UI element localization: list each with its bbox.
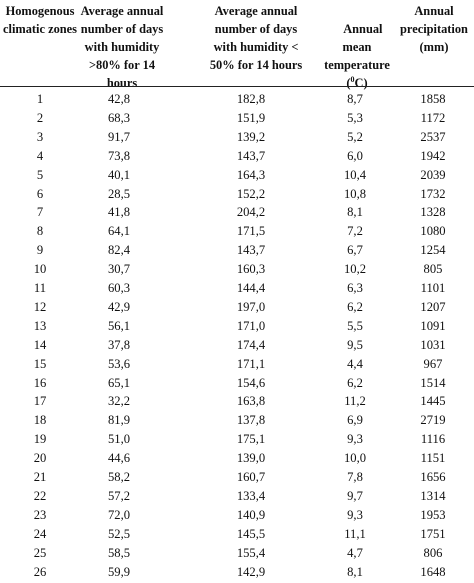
humidity-low-cell: 137,8 [236,413,266,428]
humidity-high-cell: 32,2 [107,394,131,409]
temperature-cell: 9,3 [347,507,363,522]
humidity-high-cell: 51,0 [107,432,131,447]
precipitation-cell: 1207 [420,299,446,314]
precipitation-cell: 1732 [420,186,446,201]
temperature-cell: 6,2 [347,375,363,390]
temperature-cell: 9,5 [347,337,363,352]
header-temperature-unit: ($^0$C) [346,74,368,90]
humidity-high-cell: 37,8 [107,337,131,352]
humidity-low-cell: 152,2 [236,186,266,201]
table-row [0,561,474,583]
humidity-high-cell: 65,1 [107,375,131,390]
humidity-low-cell: 182,8 [236,92,266,106]
humidity-high-cell: 57,2 [107,488,131,503]
zone-cell: 2 [36,110,44,125]
zone-cell: 5 [36,167,44,182]
temperature-cell: 6,7 [347,243,363,258]
humidity-high-cell: 52,5 [107,526,131,541]
temperature-cell: 7,2 [347,224,363,239]
temperature-cell: 10,4 [343,167,367,182]
precipitation-cell: 805 [423,262,443,277]
precipitation-cell: 1751 [420,526,446,541]
humidity-low-cell: 155,4 [236,545,266,560]
temperature-cell: 11,2 [344,394,366,409]
table-header [0,0,474,96]
temperature-cell: 5,3 [347,110,363,125]
zone-cell: 8 [36,224,44,239]
zone-cell: 9 [36,243,44,258]
precipitation-cell: 967 [423,356,443,371]
humidity-high-cell: 73,8 [107,148,131,163]
precipitation-cell: 1445 [420,394,446,409]
humidity-low-cell: 144,4 [236,281,266,295]
humidity-high-cell: 44,6 [107,451,131,466]
zone-cell: 12 [33,299,47,314]
humidity-low-cell: 145,5 [236,526,266,541]
humidity-high-cell: 42,9 [107,299,131,314]
temperature-cell: 8,7 [347,92,363,106]
humidity-low-cell: 140,9 [236,507,266,522]
temperature-cell: 8,1 [347,205,363,220]
humidity-high-cell: 68,3 [107,110,131,125]
header-humidity-high: Average annual number of days with humidity >80% for 14 hours [80,4,164,90]
zone-cell: 24 [33,526,47,541]
temperature-cell: 4,4 [347,356,363,371]
zone-cell: 17 [33,394,47,409]
humidity-high-cell: 91,7 [107,129,131,144]
zone-cell: 19 [33,432,47,447]
precipitation-cell: 806 [423,545,443,560]
zone-cell: 20 [33,451,47,466]
temperature-cell: 8,1 [347,564,363,579]
precipitation-cell: 2537 [420,129,446,144]
temperature-cell: 7,8 [347,470,363,484]
precipitation-cell: 1648 [420,564,446,579]
temperature-cell: 9,3 [347,432,363,447]
humidity-high-cell: 42,8 [107,92,131,106]
humidity-high-cell: 28,5 [107,186,131,201]
precipitation-cell: 1953 [420,507,446,522]
temperature-cell: 4,7 [347,545,363,560]
humidity-high-cell: 82,4 [107,243,131,258]
temperature-cell: 10,0 [343,451,367,466]
header-rule [0,86,474,87]
humidity-high-cell: 40,1 [107,167,131,182]
humidity-low-cell: 160,3 [236,262,266,277]
humidity-low-cell: 163,8 [236,394,266,409]
precipitation-cell: 1080 [420,224,446,239]
humidity-low-cell: 133,4 [236,488,266,503]
humidity-low-cell: 164,3 [236,167,266,182]
humidity-low-cell: 197,0 [236,299,266,314]
humidity-low-cell: 151,9 [236,110,266,125]
precipitation-cell: 1942 [420,148,446,163]
zone-cell: 7 [36,205,44,220]
humidity-high-cell: 56,1 [107,318,131,333]
temperature-cell: 11,1 [344,526,366,541]
precipitation-cell: 2719 [420,413,446,428]
precipitation-cell: 1116 [420,432,446,447]
precipitation-cell: 1858 [420,92,446,106]
zone-cell: 3 [36,129,44,144]
temperature-cell: 6,3 [347,281,363,295]
zone-cell: 4 [36,148,44,163]
precipitation-cell: 1514 [420,375,446,390]
humidity-low-cell: 171,1 [236,356,266,371]
humidity-high-cell: 59,9 [107,564,131,579]
humidity-low-cell: 143,7 [236,243,266,258]
header-precipitation: Annual precipitation (mm) [400,4,468,54]
precipitation-cell: 1314 [420,488,446,503]
zone-cell: 23 [33,507,47,522]
humidity-high-cell: 64,1 [107,224,131,239]
zone-cell: 14 [33,337,47,352]
temperature-cell: 5,5 [347,318,363,333]
humidity-high-cell: 30,7 [107,262,131,277]
precipitation-cell: 2039 [420,167,446,182]
humidity-low-cell: 139,0 [236,451,266,466]
humidity-low-cell: 143,7 [236,148,266,163]
temperature-cell: 9,7 [347,488,363,503]
temperature-cell: 6,9 [347,413,363,428]
humidity-high-cell: 60,3 [107,281,131,295]
header-humidity-low: Average annual number of days with humidity < 50% for 14 hours [209,4,303,72]
precipitation-cell: 1172 [420,110,446,125]
humidity-low-cell: 142,9 [236,564,266,579]
zone-cell: 15 [33,356,47,371]
humidity-low-cell: 160,7 [236,470,266,484]
temperature-cell: 6,2 [347,299,363,314]
temperature-cell: 10,8 [343,186,367,201]
zone-cell: 18 [33,413,47,428]
header-temperature-label: Annual mean temperature [324,22,390,72]
humidity-low-cell: 174,4 [236,337,266,352]
temperature-cell: 10,2 [343,262,367,277]
humidity-high-cell: 72,0 [107,507,131,522]
humidity-high-cell: 53,6 [107,356,131,371]
zone-cell: 22 [33,488,47,503]
temperature-cell: 5,2 [347,129,363,144]
humidity-low-cell: 175,1 [236,432,266,447]
zone-cell: 10 [33,262,47,277]
humidity-high-cell: 81,9 [107,413,131,428]
humidity-low-cell: 139,2 [236,129,266,144]
humidity-low-cell: 171,0 [236,318,266,333]
humidity-high-cell: 58,5 [107,545,131,560]
zone-cell: 13 [33,318,47,333]
zone-cell: 21 [33,470,47,484]
precipitation-cell: 1151 [420,451,446,466]
humidity-low-cell: 154,6 [236,375,266,390]
precipitation-cell: 1254 [420,243,446,258]
humidity-high-cell: 58,2 [107,470,131,484]
zone-cell: 26 [33,564,47,579]
precipitation-cell: 1091 [420,318,446,333]
temperature-cell: 6,0 [347,148,363,163]
precipitation-cell: 1101 [420,281,446,295]
humidity-high-cell: 41,8 [107,205,131,220]
zone-cell: 25 [33,545,47,560]
humidity-low-cell: 171,5 [236,224,266,239]
zone-cell: 16 [33,375,47,390]
precipitation-cell: 1328 [420,205,446,220]
zone-cell: 6 [36,186,44,201]
humidity-low-cell: 204,2 [236,205,266,220]
header-zones: Homogenous climatic zones [3,4,77,36]
zone-cell: 1 [36,92,44,106]
precipitation-cell: 1031 [420,337,446,352]
zone-cell: 11 [33,281,47,295]
precipitation-cell: 1656 [420,470,446,484]
